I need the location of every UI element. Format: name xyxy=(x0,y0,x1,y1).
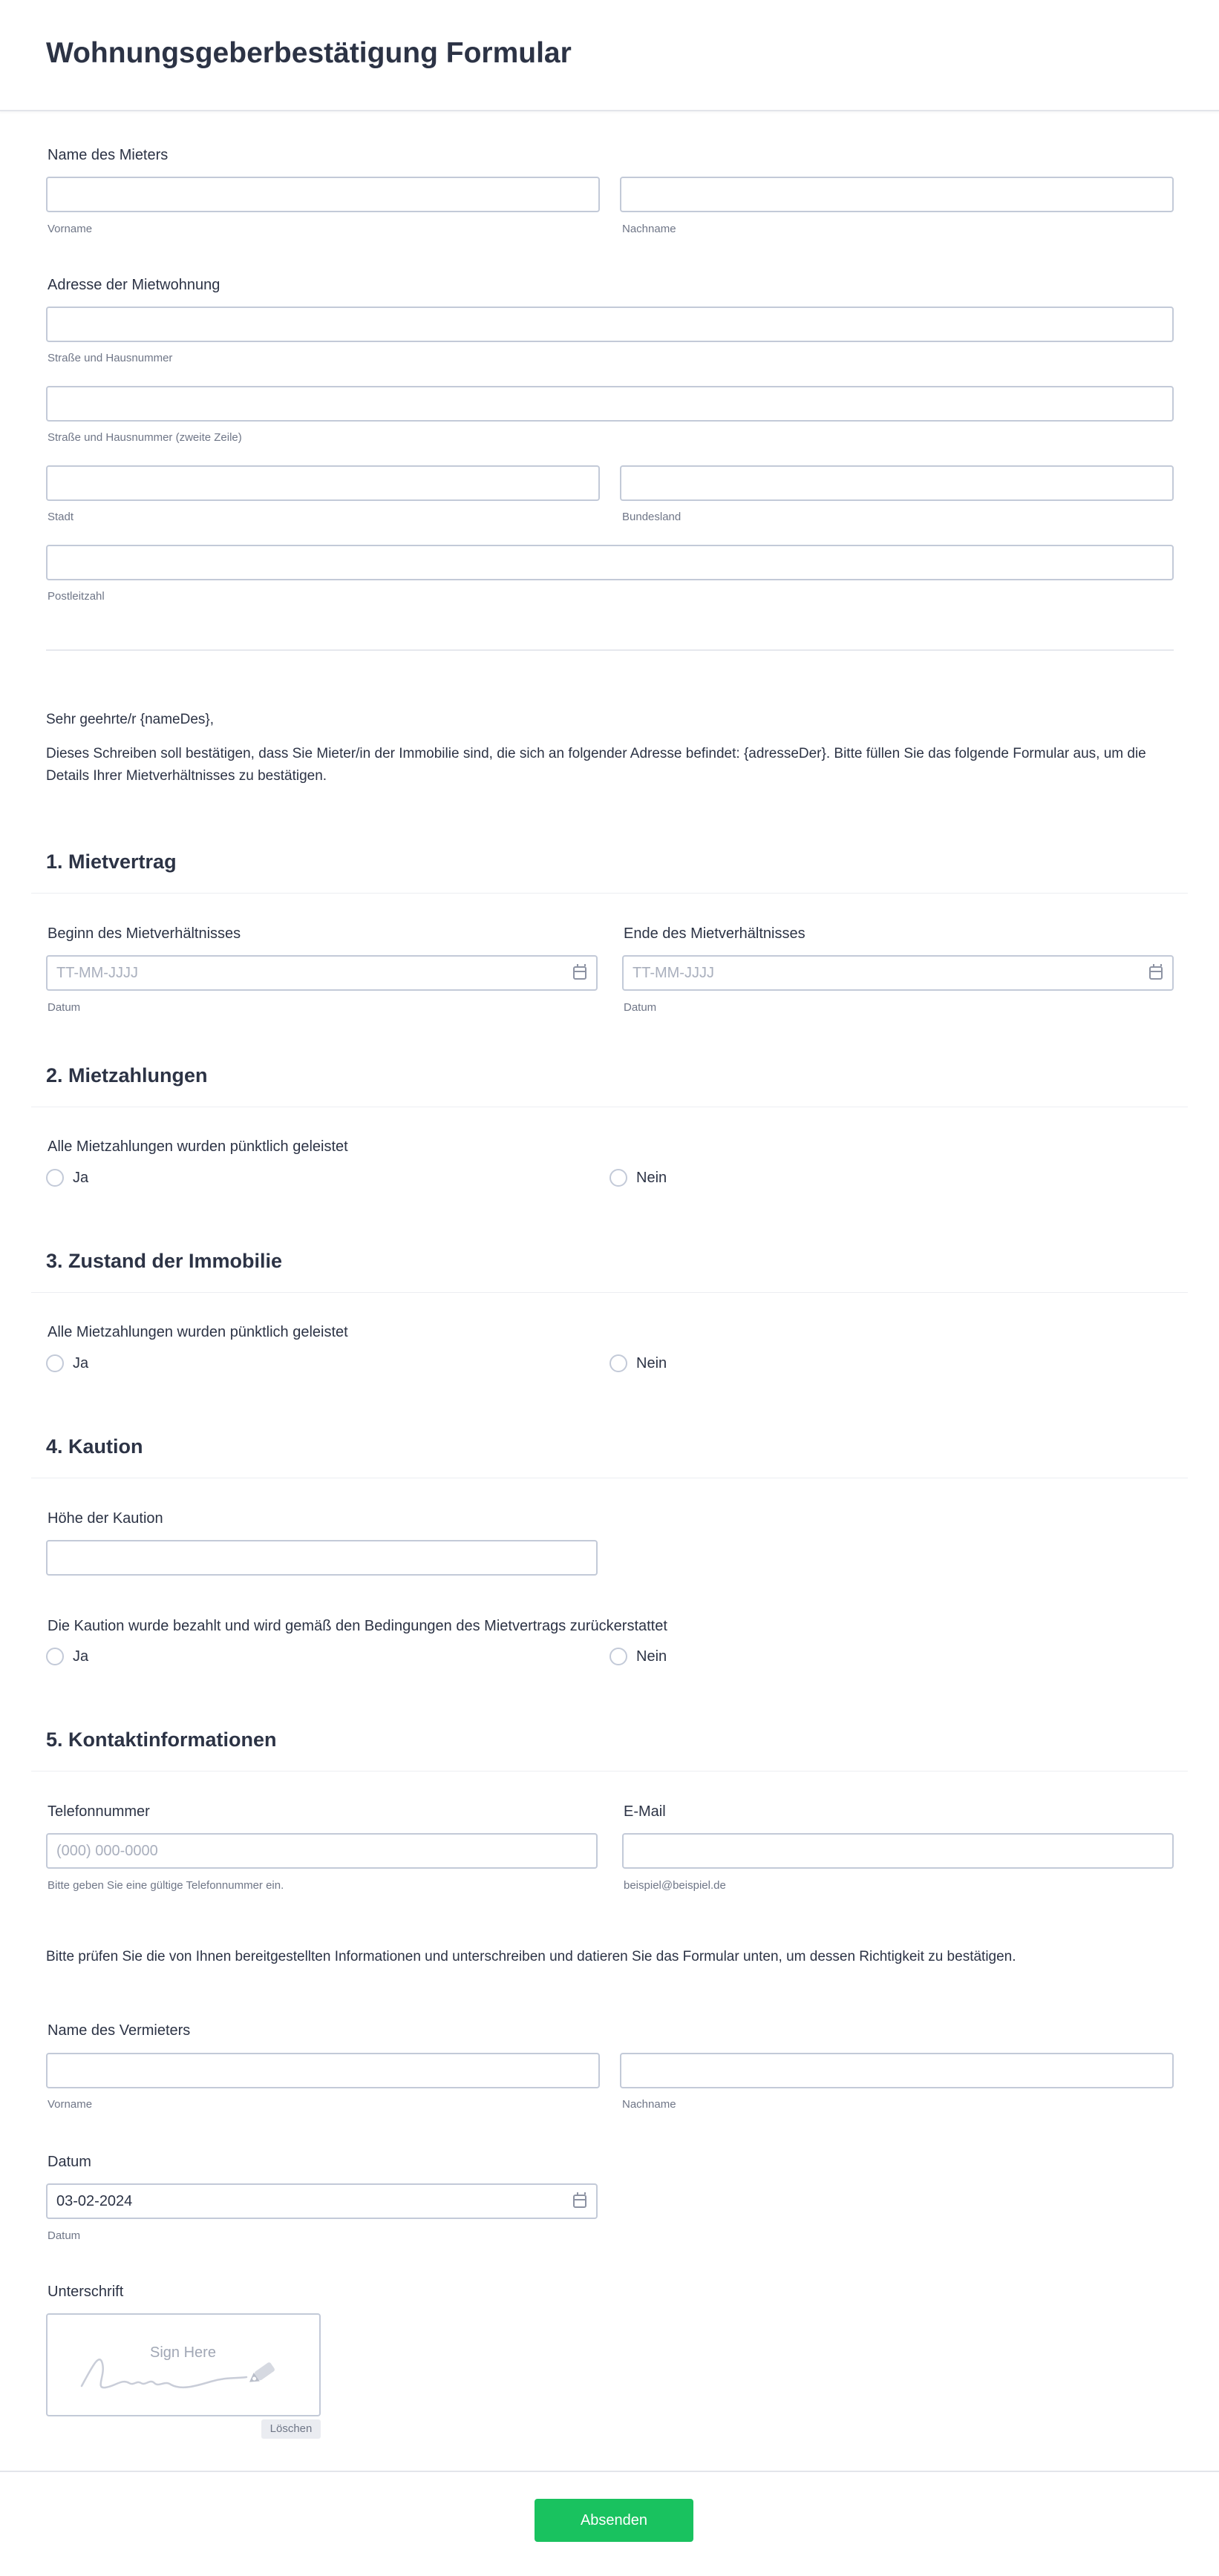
divider xyxy=(31,1292,1188,1293)
lease-end-sublabel: Datum xyxy=(624,1001,657,1014)
email-sublabel: beispiel@beispiel.de xyxy=(624,1879,726,1892)
lease-end-label: Ende des Mietverhältnisses xyxy=(624,925,805,942)
rent-payments-yes-label[interactable]: Ja xyxy=(73,1170,89,1186)
deposit-yes-radio[interactable] xyxy=(46,1648,64,1665)
phone-label: Telefonnummer xyxy=(48,1803,150,1820)
calendar-icon[interactable] xyxy=(573,966,586,980)
signature-hint: Sign Here xyxy=(150,2344,216,2361)
salutation-text: Sehr geehrte/r {nameDes}, xyxy=(46,712,215,727)
divider xyxy=(31,893,1188,894)
date-input[interactable] xyxy=(46,2183,598,2219)
state-input[interactable] xyxy=(620,465,1174,501)
date-label: Datum xyxy=(48,2154,91,2170)
landlord-last-name-input[interactable] xyxy=(620,2053,1174,2088)
phone-sublabel: Bitte geben Sie eine gültige Telefonnummer ein. xyxy=(48,1879,284,1892)
rent-payments-yes-radio[interactable] xyxy=(46,1169,64,1187)
email-label: E-Mail xyxy=(624,1803,666,1820)
property-condition-question: Alle Mietzahlungen wurden pünktlich geleistet xyxy=(48,1324,348,1340)
city-input[interactable] xyxy=(46,465,600,501)
landlord-first-name-sublabel: Vorname xyxy=(48,2098,93,2111)
tenant-first-name-input[interactable] xyxy=(46,177,600,212)
footer-divider xyxy=(0,2471,1219,2472)
zip-input[interactable] xyxy=(46,545,1174,580)
lease-start-date-input[interactable] xyxy=(46,955,598,991)
page-title: Wohnungsgeberbestätigung Formular xyxy=(46,37,572,69)
section-title-lease: 1. Mietvertrag xyxy=(46,851,177,873)
calendar-icon[interactable] xyxy=(573,2195,586,2208)
property-condition-no-label[interactable]: Nein xyxy=(636,1355,667,1371)
street-sublabel: Straße und Hausnummer xyxy=(48,352,173,364)
review-text: Bitte prüfen Sie die von Ihnen bereitgestellten Informationen und unterschreiben und datieren Sie das Formular unten, um dessen Richtigkeit zu bestätigen. xyxy=(46,1949,1016,1964)
signature-pad[interactable] xyxy=(46,2313,321,2416)
street-input[interactable] xyxy=(46,307,1174,342)
lease-start-sublabel: Datum xyxy=(48,1001,81,1014)
landlord-last-name-sublabel: Nachname xyxy=(622,2098,676,2111)
deposit-no-label[interactable]: Nein xyxy=(636,1648,667,1665)
rent-payments-no-label[interactable]: Nein xyxy=(636,1170,667,1186)
tenant-name-label: Name des Mieters xyxy=(48,147,169,163)
deposit-amount-input[interactable] xyxy=(46,1540,598,1576)
deposit-no-radio[interactable] xyxy=(610,1648,627,1665)
section-title-contact: 5. Kontaktinformationen xyxy=(46,1728,277,1751)
tenant-last-name-sublabel: Nachname xyxy=(622,223,676,235)
property-condition-no-radio[interactable] xyxy=(610,1354,627,1372)
deposit-yes-label[interactable]: Ja xyxy=(73,1648,89,1665)
landlord-name-label: Name des Vermieters xyxy=(48,2022,191,2039)
divider xyxy=(31,1771,1188,1772)
lease-end-date-input[interactable] xyxy=(622,955,1174,991)
state-sublabel: Bundesland xyxy=(622,511,682,523)
street2-sublabel: Straße und Hausnummer (zweite Zeile) xyxy=(48,431,242,444)
tenant-last-name-input[interactable] xyxy=(620,177,1174,212)
property-condition-yes-radio[interactable] xyxy=(46,1354,64,1372)
property-condition-yes-label[interactable]: Ja xyxy=(73,1355,89,1371)
divider xyxy=(46,649,1174,651)
submit-button[interactable]: Absenden xyxy=(535,2499,693,2542)
deposit-question: Die Kaution wurde bezahlt und wird gemäß den Bedingungen des Mietvertrags zurückerstattet xyxy=(48,1618,667,1634)
rent-payments-question: Alle Mietzahlungen wurden pünktlich geleistet xyxy=(48,1138,348,1155)
intro-text-line2: Details Ihrer Mietverhältnisses zu bestätigen. xyxy=(46,768,327,784)
deposit-amount-label: Höhe der Kaution xyxy=(48,1510,163,1527)
landlord-first-name-input[interactable] xyxy=(46,2053,600,2088)
rent-payments-no-radio[interactable] xyxy=(610,1169,627,1187)
section-title-deposit: 4. Kaution xyxy=(46,1435,143,1458)
clear-signature-button[interactable]: Löschen xyxy=(261,2419,321,2439)
address-label: Adresse der Mietwohnung xyxy=(48,277,220,293)
calendar-icon[interactable] xyxy=(1149,966,1163,980)
street2-input[interactable] xyxy=(46,386,1174,422)
city-sublabel: Stadt xyxy=(48,511,74,523)
phone-input[interactable] xyxy=(46,1833,598,1869)
intro-text-line1: Dieses Schreiben soll bestätigen, dass Sie Mieter/in der Immobilie sind, die sich an folgender Adresse befindet: {adresseDer}. Bitte füllen Sie das folgende Formular aus, um die xyxy=(46,746,1146,761)
lease-start-label: Beginn des Mietverhältnisses xyxy=(48,925,241,942)
signature-label: Unterschrift xyxy=(48,2284,124,2300)
section-title-property-condition: 3. Zustand der Immobilie xyxy=(46,1250,283,1272)
tenant-first-name-sublabel: Vorname xyxy=(48,223,93,235)
date-sublabel: Datum xyxy=(48,2229,81,2242)
email-input[interactable] xyxy=(622,1833,1174,1869)
section-title-rent-payments: 2. Mietzahlungen xyxy=(46,1064,208,1087)
zip-sublabel: Postleitzahl xyxy=(48,590,105,603)
